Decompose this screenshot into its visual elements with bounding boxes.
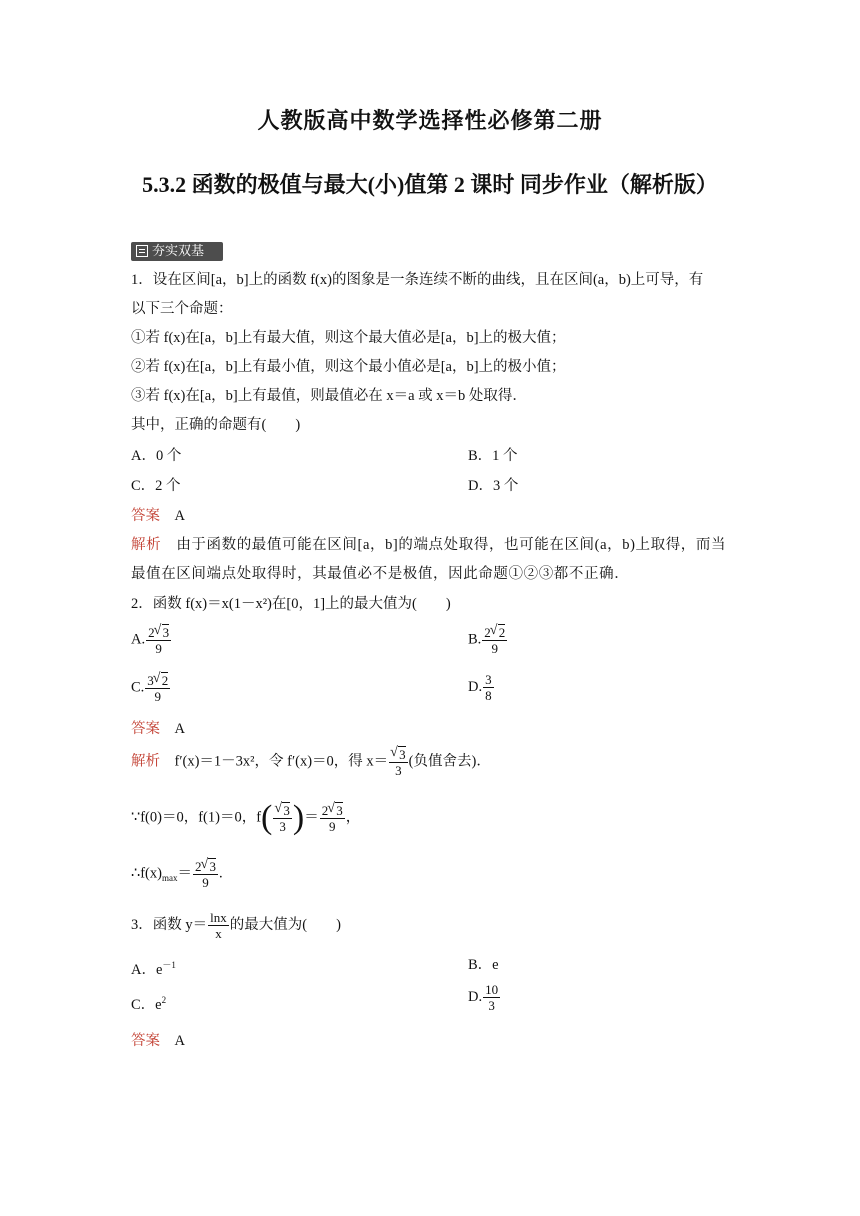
- option-label: A.: [131, 631, 146, 648]
- fraction: $\frac{2√ 3}{9}$: [193, 858, 218, 890]
- analysis-text: 由于函数的最值可能在区间[a，b]的端点处取得，也可能在区间(a，b)上取得，而当: [176, 537, 727, 553]
- option-label: C.: [131, 679, 145, 696]
- analysis-label: 解析: [131, 753, 160, 770]
- fraction: $\frac{2√ 3}{9}$: [146, 624, 171, 656]
- q2-analysis-line2: ∵f(0)＝0，f(1)＝0，f( √ $\frac{3}{3}$ )＝ $\frac{2√ 3}{9}$ ，: [131, 802, 360, 834]
- fraction: $\frac{3√ 2}{9}$: [145, 672, 170, 704]
- q3-option-b: B．e: [468, 957, 499, 973]
- document-title: 人教版高中数学选择性必修第二册: [257, 108, 603, 133]
- q1-answer: [131, 506, 185, 526]
- q3-option-d: D. $\frac{10}{3}$: [468, 982, 499, 1013]
- section-badge-label: 夯实双基: [152, 244, 205, 259]
- fraction: $\frac{\ln x}{x}$: [210, 910, 227, 941]
- q1-stem-line2: 以下三个命题：: [131, 301, 233, 317]
- option-label: D.: [468, 678, 483, 695]
- answer-label: 答案: [131, 1033, 160, 1049]
- answer-value: A: [174, 508, 185, 524]
- q1-option-d: D．3 个: [468, 478, 519, 494]
- q1-proposition-2: ②若 f(x)在[a，b]上有最小值，则这个最小值必是[a，b]上的极小值；: [131, 359, 566, 375]
- answer-label: 答案: [131, 721, 160, 737]
- q2-option-b: [468, 624, 508, 656]
- answer-value: A: [174, 721, 185, 737]
- fraction: √ $\frac{3}{3}$: [273, 802, 292, 834]
- document-subtitle: 5.3.2 函数的极值与最大(小)值第 2 课时 同步作业（解析版）: [142, 172, 718, 197]
- q1-analysis-line1: [131, 535, 726, 555]
- q3-option-c: C．$e^2$: [131, 995, 167, 1013]
- q3-answer: [131, 1031, 185, 1051]
- fraction: √ $\frac{3}{3}$: [389, 746, 408, 778]
- answer-value: A: [174, 1033, 185, 1049]
- q2-stem: 2．函数 f(x)＝x(1－x²)在[0，1]上的最大值为( ): [131, 596, 451, 612]
- q1-proposition-1: ①若 f(x)在[a，b]上有最大值，则这个最大值必是[a，b]上的极大值；: [131, 330, 566, 346]
- fraction: $\frac{10}{3}$: [485, 982, 499, 1013]
- q2-option-a: [131, 624, 172, 656]
- q1-proposition-3: ③若 f(x)在[a，b]上有最值，则最值必在 x＝a 或 x＝b 处取得．: [131, 388, 527, 404]
- answer-label: 答案: [131, 508, 160, 524]
- analysis-label: 解析: [131, 537, 162, 553]
- q3-stem: 3．函数 y＝ $\frac{\ln x}{x}$ 的最大值为( ): [131, 910, 341, 941]
- section-badge: [131, 242, 223, 261]
- q1-stem-line1: 1．设在区间[a，b]上的函数 f(x)的图象是一条连续不断的曲线，且在区间(a，b)上可导，有: [131, 272, 704, 288]
- q3-option-a: A．$e^{-1}$: [131, 960, 176, 978]
- fraction: $\frac{2√ 2}{9}$: [482, 624, 507, 656]
- q1-option-c: C．2 个: [131, 478, 181, 494]
- q2-option-d: [468, 672, 495, 703]
- option-label: B.: [468, 631, 482, 648]
- q2-analysis-line1: 解析 f′(x)＝1－3x²，令 f′(x)＝0，得 x＝ √ $\frac{3}{3}$ (负值舍去)．: [131, 746, 491, 778]
- fraction: $\frac{2√ 3}{9}$: [320, 802, 345, 834]
- q2-option-c: [131, 672, 171, 704]
- q1-option-b: B．1 个: [468, 448, 518, 464]
- q1-question: 其中，正确的命题有( ): [131, 417, 301, 433]
- q2-answer: [131, 719, 185, 739]
- fraction: $\frac{3}{8}$: [485, 672, 492, 703]
- q1-option-a: A．0 个: [131, 448, 182, 464]
- notebook-icon: [136, 245, 148, 257]
- q2-analysis-line3: $\therefore f(x)_{max}=$ $\frac{2√ 3}{9}$ .: [131, 858, 223, 890]
- q1-analysis-line2: 最值在区间端点处取得时，其最值必不是极值，因此命题①②③都不正确．: [131, 566, 630, 582]
